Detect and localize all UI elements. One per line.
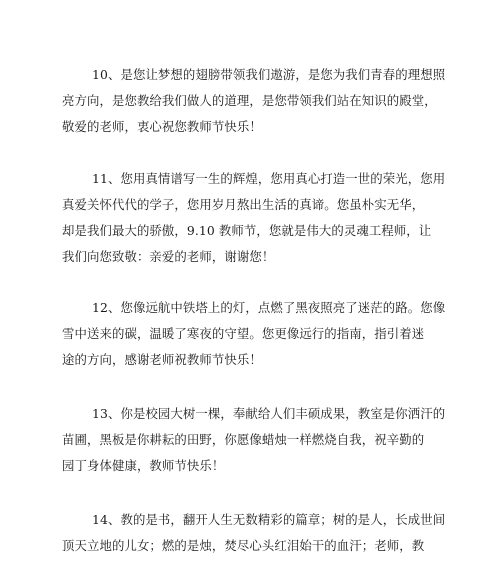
paragraph-line: 雪中送来的碳，温暖了寒夜的守望。您更像远行的指南，指引着迷 <box>62 326 425 341</box>
paragraph-line: 11、您用真情谱写一生的辉煌，您用真心打造一世的荣光，您用 <box>92 171 446 186</box>
paragraph-line: 却是我们最大的骄傲，9.10 教师节，您就是伟大的灵魂工程师，让 <box>62 223 432 238</box>
paragraph-13 <box>62 401 446 479</box>
paragraph-line: 13、你是校园大树一棵，奉献给人们丰硕成果，教室是你洒汗的 <box>92 406 446 421</box>
paragraph-line: 10、是您让梦想的翅膀带领我们遨游，是您为我们青春的理想照 <box>92 67 446 82</box>
paragraph-line: 敬爱的老师，衷心祝您教师节快乐！ <box>62 119 262 134</box>
paragraph-14 <box>62 507 446 559</box>
paragraph-line: 顶天立地的儿女；燃的是烛，焚尽心头红泪始干的血汗；老师，教 <box>62 538 425 553</box>
paragraph-line: 我们向您致敬：亲爱的老师，谢谢您！ <box>62 249 275 264</box>
paragraph-line: 真爱关怀代代的学子，您用岁月熬出生活的真谛。您虽朴实无华， <box>62 197 425 212</box>
paragraph-line: 12、您像远航中铁塔上的灯，点燃了黑夜照亮了迷茫的路。您像 <box>92 300 446 315</box>
paragraph-line: 苗圃，黑板是你耕耘的田野，你愿像蜡烛一样燃烧自我，祝辛勤的 <box>62 432 425 447</box>
paragraph-12 <box>62 295 446 373</box>
paragraph-line: 14、教的是书，翻开人生无数精彩的篇章；树的是人，长成世间 <box>92 512 446 527</box>
paragraph-line: 园丁身体健康，教师节快乐！ <box>62 458 225 473</box>
paragraph-11 <box>62 166 446 270</box>
paragraph-10 <box>62 62 446 140</box>
paragraph-line: 途的方向，感谢老师祝教师节快乐！ <box>62 352 262 367</box>
paragraph-line: 亮方向，是您教给我们做人的道理，是您带领我们站在知识的殿堂， <box>62 93 437 108</box>
